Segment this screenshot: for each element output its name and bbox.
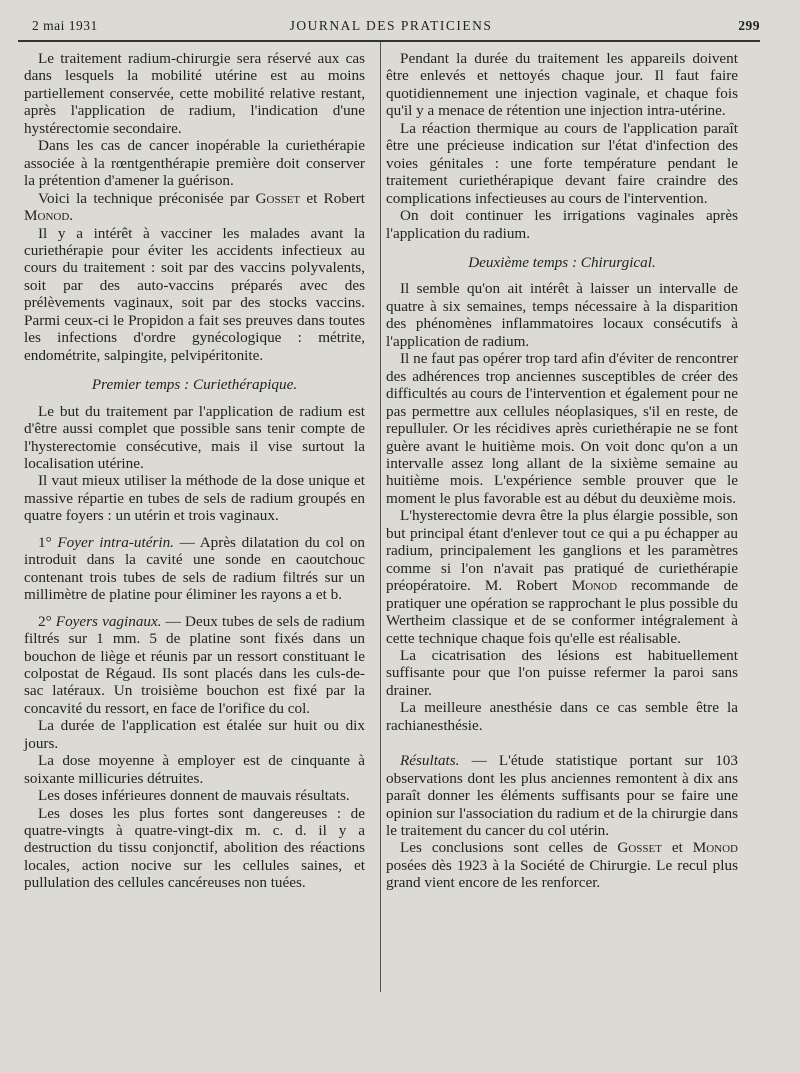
- author-name: Gosset: [617, 839, 662, 857]
- paragraph: Pendant la durée du traitement les appareils doivent être enlevés et nettoyés chaque jour. Il faut faire quotidiennement une injection vaginale, et chaque fois qu'il y a menace de rétention une injection intra-utérine.: [386, 50, 738, 120]
- subheading: Résultats.: [400, 752, 460, 770]
- subheading: Foyers vaginaux.: [55, 612, 162, 630]
- paragraph: Résultats. — L'étude statistique portant sur 103 observations dont les plus anciennes remontent à dix ans paraît donner les éléments suffisants pour se faire une opinion sur l'association du radium et de la chirurgie dans le traitement du cancer du col utérin.: [386, 752, 738, 840]
- header-date: 2 mai 1931: [32, 18, 98, 33]
- paragraph: On doit continuer les irrigations vaginales après l'application du radium.: [386, 207, 738, 242]
- paragraph: La cicatrisation des lésions est habituellement suffisante pour que l'on puisse refermer la paroi sans drainer.: [386, 646, 738, 699]
- paragraph: Dans les cas de cancer inopérable la curiethérapie associée à la rœntgenthérapie première doit conserver la prétention d'amener la guérison.: [24, 137, 365, 190]
- paragraph: Les conclusions sont celles de Gosset et Monod posées dès 1923 à la Société de Chirurgie. Le recul plus grand vient encore de les renforcer.: [386, 839, 738, 892]
- paragraph: Il y a intérêt à vacciner les malades avant la curiethérapie pour éviter les accidents infectieux au cours du traitement : soit par des vaccins polyvalents, soit par des auto-vaccins préparés avec des prélèvements vaginaux, soit par des stocks vaccins. Parmi ceux-ci le Propidon a fait ses preuves dans toutes les infections d'ordre gynécologique : métrite, endométrite, salpingite, pelvipéritonite.: [24, 224, 365, 364]
- section-heading: Premier temps : Curiethérapique.: [91, 376, 298, 394]
- paragraph: Voici la technique préconisée par Gosset et Robert Monod.: [24, 189, 366, 225]
- author-name: Gosset: [255, 189, 301, 207]
- paragraph: La durée de l'application est étalée sur huit ou dix jours.: [24, 717, 365, 752]
- column-divider: [380, 42, 381, 992]
- author-name: Monod: [24, 207, 70, 225]
- paragraph: La meilleure anesthésie dans ce cas semble être la rachianesthésie.: [386, 699, 738, 734]
- subheading: Foyer intra-utérin.: [57, 533, 174, 551]
- paragraph: L'hysterectomie devra être la plus élargie possible, son but principal étant d'enlever tout ce qui a pu échapper au radium, principalement les ganglions et les paramètres comme si l'on n'avait pas pratiqué de curiethérapie préopératoire. M. Robert Monod recommande de pratiquer une opération se rapprochant le plus possible du Wertheim classique et de se conformer intégralement à cette technique chaque fois qu'elle est réalisable.: [386, 507, 739, 647]
- author-name: Monod: [571, 577, 618, 595]
- paragraph: La réaction thermique au cours de l'application paraît être une précieuse indication sur l'état d'infection des voies génitales : une forte température pendant le traitement curiethérapique devant faire craindre des complications infectieuses au cours de l'intervention.: [386, 119, 738, 207]
- right-column: [386, 50, 738, 892]
- journal-title: JOURNAL DES PRATICIENS: [289, 18, 493, 33]
- author-name: Monod: [692, 839, 738, 857]
- paragraph: La dose moyenne à employer est de cinquante à soixante millicuries détruites.: [24, 752, 365, 787]
- paragraph: Les doses inférieures donnent de mauvais résultats.: [38, 787, 350, 805]
- running-header: [22, 16, 760, 38]
- paragraph: Il ne faut pas opérer trop tard afin d'éviter de rencontrer des adhérences trop anciennes susceptibles de créer des difficultés au cours de l'intervention et également pour ne pas permettre aux cellules néoplasiques, s'il en reste, de repulluler. Or les récidives après curiethérapie ne se font guère avant le huitième mois. On voit donc qu'on a un intervalle assez long allant de la sixième semaine au huitième mois. L'expérience semble prouver que le moment le plus favorable est au début du deuxième mois.: [386, 350, 738, 507]
- paragraph: Les doses les plus fortes sont dangereuses : de quatre-vingts à quatre-vingt-dix m. c. d. il y a destruction du tissu conjonctif, abolition des réactions locales, action nocive sur les cellules saines, et pullulation des cellules cancéreuses non tuées.: [24, 804, 365, 892]
- paragraph: Il semble qu'on ait intérêt à laisser un intervalle de quatre à six semaines, temps nécessaire à la disparition des phénomènes inflammatoires locaux consécutifs à l'application de radium.: [386, 280, 738, 350]
- left-column: [24, 50, 365, 892]
- paragraph: Le traitement radium-chirurgie sera réservé aux cas dans lesquels la mobilité utérine est au moins partiellement conservée, cette mobilité relative restant, après l'application de radium, l'indication d'une hystérectomie secondaire.: [24, 50, 365, 137]
- page-number: 299: [738, 18, 760, 33]
- section-heading: Deuxième temps : Chirurgical.: [468, 253, 656, 271]
- paragraph: Il vaut mieux utiliser la méthode de la dose unique et massive répartie en tubes de sels de radium groupés en quatre foyers : un utérin et trois vaginaux.: [24, 472, 365, 525]
- paragraph: 1° Foyer intra-utérin. — Après dilatation du col on introduit dans la cavité une sonde en caoutchouc contenant trois tubes de sels de radium filtrés sur un millimètre de platine pour éliminer les rayons a et b.: [24, 533, 365, 604]
- header-rule: [18, 40, 760, 42]
- paragraph: 2° Foyers vaginaux. — Deux tubes de sels de radium filtrés sur 1 mm. 5 de platine sont fixés dans un bouchon de liège et réunis par un ressort constituant le colpostat de Régaud. Ils sont placés dans les culs-de-sac latéraux. Un troisième bouchon est fixé par la concavité du ressort, en face de l'orifice du col.: [24, 612, 366, 717]
- paragraph: Le but du traitement par l'application de radium est d'être aussi complet que possible sans tenir compte de l'hysterectomie consécutive, mais il vise surtout la localisation utérine.: [24, 402, 365, 472]
